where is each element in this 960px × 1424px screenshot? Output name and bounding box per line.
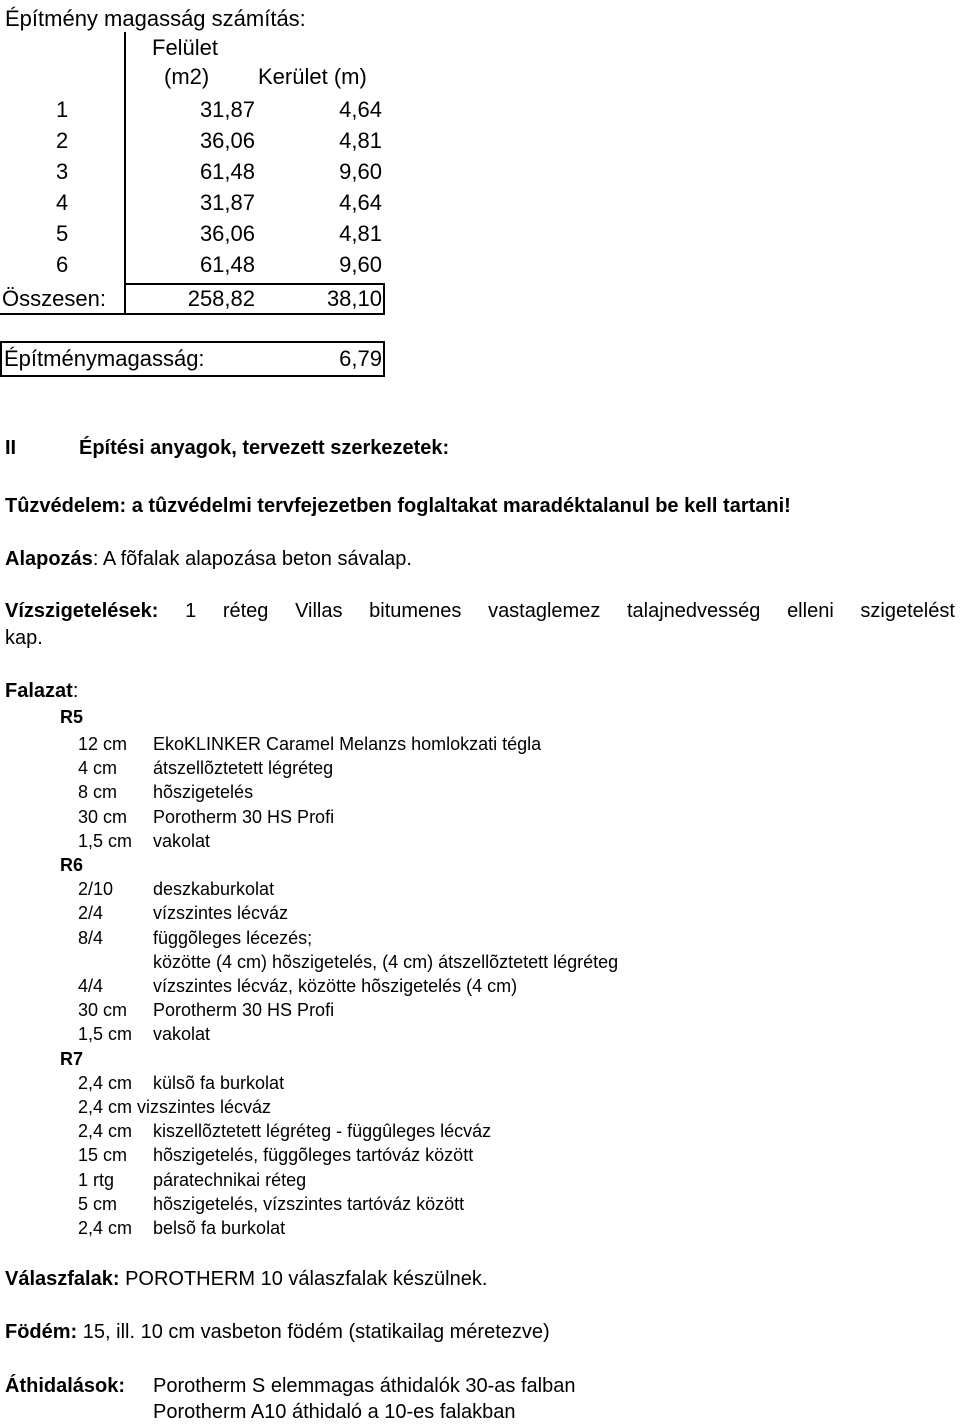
layer-description: hõszigetelés, függõleges tartóváz között (153, 1145, 474, 1166)
slab-paragraph (5, 1321, 550, 1344)
wall-type-code: R5 (60, 707, 84, 727)
layer-description: belsõ fa burkolat (153, 1218, 286, 1238)
fire-protection-paragraph (5, 495, 791, 518)
wall-type-code: R7 (60, 1048, 84, 1069)
table-total-top-border (124, 283, 385, 285)
layer-thickness: 4 cm (78, 758, 118, 779)
layer-description: hõszigetelés (153, 782, 254, 803)
col-header-perimeter: Kerület (m) (258, 64, 367, 89)
building-height-box (0, 341, 385, 377)
row-area: 36,06 (199, 128, 255, 153)
waterproofing-word: réteg (222, 600, 269, 622)
layer-description: deszkaburkolat (153, 879, 275, 900)
foundation-paragraph (5, 548, 412, 571)
layer-thickness: 2,4 cm (78, 1072, 133, 1093)
row-area: 36,06 (199, 221, 255, 246)
layer-description: függõleges lécezés; (153, 927, 313, 948)
foundation-text: : A fõfalak alapozása beton sávalap. (92, 548, 412, 570)
layer-thickness: 15 cm (78, 1145, 128, 1166)
total-label: Összesen: (2, 286, 106, 311)
row-number: 3 (56, 159, 69, 184)
layer-description: EkoKLINKER Caramel Melanzs homlokzati tégla (153, 734, 542, 754)
waterproofing-word: elleni (787, 600, 834, 622)
waterproofing-line2: kap. (5, 627, 43, 649)
layer-description: vakolat (153, 1024, 211, 1045)
waterproofing-word: vastaglemez (488, 600, 601, 622)
layer-description: vakolat (153, 830, 211, 851)
waterproofing-word: Villas (295, 600, 343, 622)
waterproofing-word: talajnedvesség (626, 600, 761, 622)
waterproofing-word: 1 (185, 600, 197, 622)
walls-label: Falazat (5, 680, 73, 702)
row-perimeter: 4,64 (339, 190, 382, 215)
row-number: 2 (56, 128, 69, 153)
layer-thickness: 1,5 cm (78, 830, 133, 851)
row-number: 5 (56, 221, 69, 246)
row-area: 61,48 (199, 159, 255, 184)
layer-thickness: 30 cm (78, 1000, 128, 1021)
layer-thickness: 5 cm (78, 1193, 118, 1214)
layer-thickness: 2/10 (78, 879, 114, 900)
col-header-area-unit: (m2) (164, 64, 210, 89)
row-perimeter: 9,60 (339, 252, 382, 277)
layer-thickness: 2,4 cm vizszintes lécváz (78, 1097, 272, 1117)
row-number: 6 (56, 252, 69, 277)
foundation-label: Alapozás (5, 548, 93, 570)
layer-thickness: 8/4 (78, 927, 104, 948)
row-perimeter: 4,64 (339, 97, 382, 122)
total-perimeter: 38,10 (326, 286, 382, 311)
lintels-line2: Porotherm A10 áthidaló a 10-es falakban (153, 1401, 516, 1423)
table-right-border (383, 284, 385, 314)
waterproofing-line1 (5, 600, 955, 623)
layer-description: kiszellõztetett légréteg - függûleges lécváz (153, 1121, 492, 1142)
waterproofing-word: bitumenes (369, 600, 462, 622)
row-number: 4 (56, 190, 69, 215)
section-title: Építési anyagok, tervezett szerkezetek: (79, 437, 450, 459)
lintels-label: Áthidalások: (5, 1375, 126, 1397)
table-divider (124, 32, 126, 314)
partition-text: POROTHERM 10 válaszfalak készülnek. (119, 1268, 488, 1290)
wall-type-code: R6 (60, 855, 84, 875)
layer-thickness: 2/4 (78, 903, 104, 924)
lintels-line1: Porotherm S elemmagas áthidalók 30-as falban (153, 1375, 576, 1397)
building-height-label: Építménymagasság: (4, 346, 205, 371)
fire-protection-label: Tûzvédelem: (5, 495, 127, 517)
waterproofing-word: szigetelést (860, 600, 955, 622)
layer-description: közötte (4 cm) hõszigetelés, (4 cm) átszellõztetett légréteg (153, 951, 619, 972)
slab-label: Födém: (5, 1321, 78, 1343)
walls-colon: : (72, 680, 79, 702)
waterproofing-label: Vízszigetelések: (5, 600, 159, 622)
calc-title: Építmény magasság számítás: (5, 6, 306, 31)
table-bottom-border (0, 313, 385, 315)
layer-description: páratechnikai réteg (153, 1169, 307, 1190)
layer-thickness: 12 cm (78, 734, 128, 754)
row-area: 31,87 (199, 190, 255, 215)
row-area: 61,48 (199, 252, 255, 277)
layer-description: vízszintes lécváz, közötte hõszigetelés (4 cm) (153, 976, 518, 996)
layer-thickness: 1,5 cm (78, 1024, 133, 1045)
partition-label: Válaszfalak: (5, 1268, 120, 1290)
building-height-value: 6,79 (339, 346, 382, 371)
layer-thickness: 4/4 (78, 976, 104, 996)
row-perimeter: 4,81 (339, 221, 382, 246)
layer-description: hõszigetelés, vízszintes tartóváz között (153, 1193, 465, 1214)
fire-protection-text: a tûzvédelmi tervfejezetben foglaltakat maradéktalanul be kell tartani! (126, 495, 791, 517)
layer-description: vízszintes lécváz (153, 903, 289, 924)
layer-thickness: 2,4 cm (78, 1121, 133, 1142)
layer-thickness: 2,4 cm (78, 1218, 133, 1238)
row-perimeter: 4,81 (339, 128, 382, 153)
row-number: 1 (56, 97, 69, 122)
layer-thickness: 30 cm (78, 806, 128, 827)
row-area: 31,87 (199, 97, 255, 122)
layer-description: Porotherm 30 HS Profi (153, 806, 335, 827)
layer-description: átszellõztetett légréteg (153, 758, 334, 779)
row-perimeter: 9,60 (339, 159, 382, 184)
layer-description: Porotherm 30 HS Profi (153, 1000, 335, 1021)
total-area: 258,82 (187, 286, 255, 311)
col-header-area: Felület (152, 35, 219, 60)
section-number: II (5, 437, 17, 459)
partition-paragraph (5, 1268, 487, 1291)
layer-thickness: 8 cm (78, 782, 118, 803)
layer-thickness: 1 rtg (78, 1169, 115, 1190)
layer-description: külsõ fa burkolat (153, 1072, 285, 1093)
slab-text: 15, ill. 10 cm vasbeton födém (statikailag méretezve) (77, 1321, 550, 1343)
walls-heading (5, 680, 78, 703)
